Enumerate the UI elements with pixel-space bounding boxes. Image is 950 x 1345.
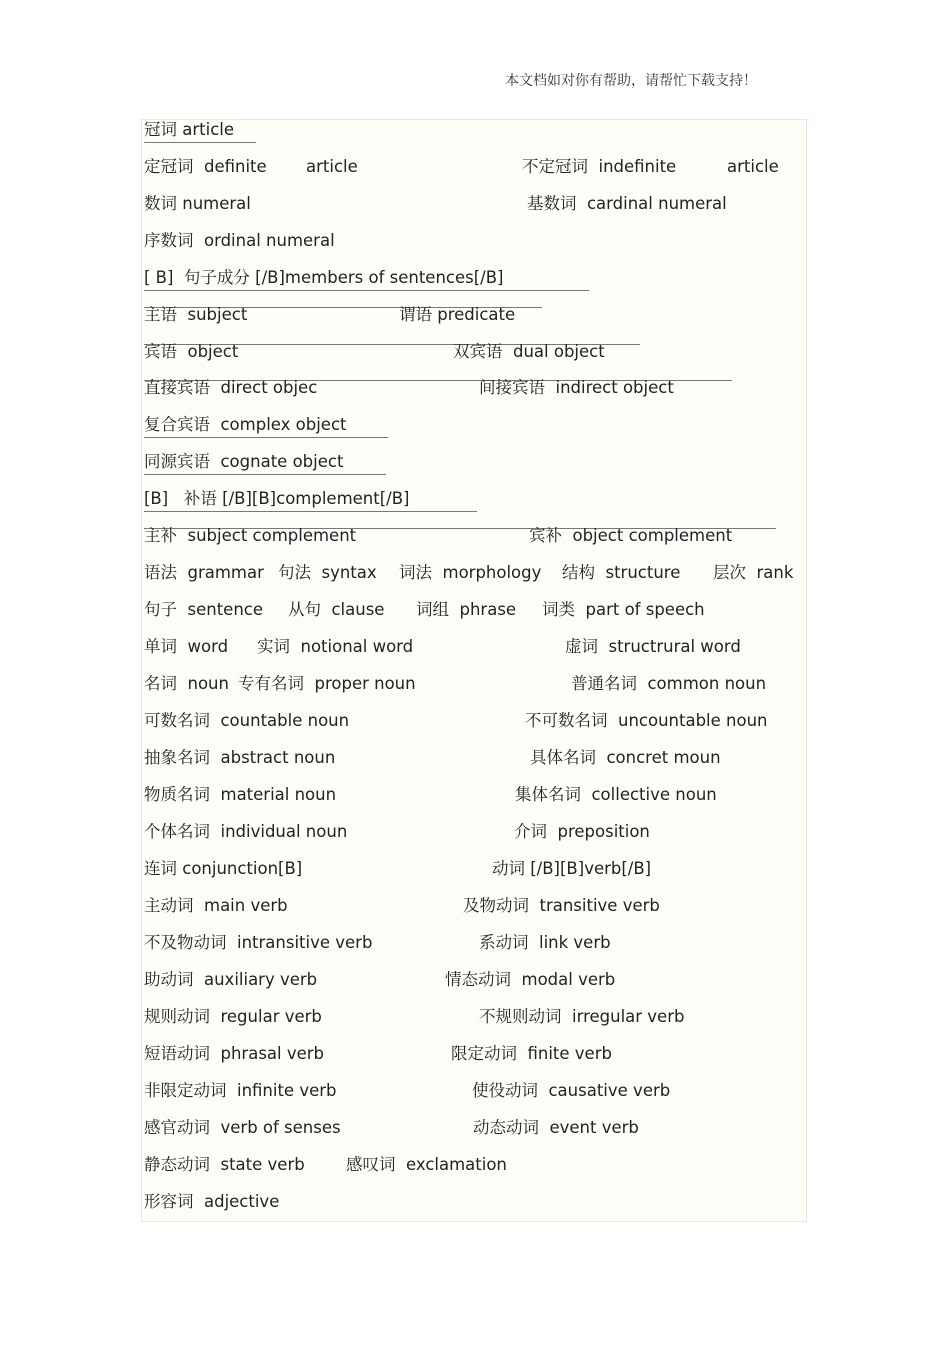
term-countable-noun: 可数名词 countable noun	[144, 711, 350, 730]
term-conjunction: 连词 conjunction[B]	[144, 859, 303, 878]
term-irregular-verb: 不规则动词 irregular verb	[479, 1007, 685, 1026]
term-predicate: 谓语 predicate	[399, 305, 516, 324]
term-clause: 从句 clause	[288, 600, 385, 619]
term-ordinal-numeral: 序数词 ordinal numeral	[144, 231, 335, 250]
term-noun: 名词 noun	[144, 674, 229, 693]
term-infinite-verb: 非限定动词 infinite verb	[144, 1081, 337, 1100]
term-state-verb: 静态动词 state verb	[144, 1155, 305, 1174]
term-intransitive-verb: 不及物动词 intransitive verb	[144, 933, 373, 952]
section-sentence-members: [ B] 句子成分 [/B]members of sentences[/B]	[144, 268, 589, 291]
term-auxiliary-verb: 助动词 auxiliary verb	[144, 970, 318, 989]
term-word: 单词 word	[144, 637, 229, 656]
term-structural-word: 虚词 structrural word	[565, 637, 741, 656]
term-uncountable-noun: 不可数名词 uncountable noun	[525, 711, 768, 730]
term-exclamation: 感叹词 exclamation	[346, 1155, 507, 1174]
term-cognate-object: 同源宾语 cognate object	[144, 452, 386, 475]
term-finite-verb: 限定动词 finite verb	[451, 1044, 612, 1063]
term-indefinite: 不定冠词 indefinite	[522, 157, 677, 176]
term-phrasal-verb: 短语动词 phrasal verb	[144, 1044, 325, 1063]
term-material-noun: 物质名词 material noun	[144, 785, 337, 804]
term-notional-word: 实词 notional word	[257, 637, 414, 656]
term-main-verb: 主动词 main verb	[144, 896, 288, 915]
term-collective-noun: 集体名词 collective noun	[515, 785, 717, 804]
term-concrete-noun: 具体名词 concret moun	[530, 748, 721, 767]
term-abstract-noun: 抽象名词 abstract noun	[144, 748, 336, 767]
term-structure: 结构 structure	[562, 563, 681, 582]
term-regular-verb: 规则动词 regular verb	[144, 1007, 322, 1026]
glossary-panel	[141, 119, 807, 1222]
term-morphology: 词法 morphology	[399, 563, 542, 582]
term-transitive-verb: 及物动词 transitive verb	[463, 896, 660, 915]
term-proper-noun: 专有名词 proper noun	[238, 674, 416, 693]
term-subject: 主语 subject	[144, 305, 248, 324]
term-article: 冠词 article	[144, 120, 256, 143]
term-event-verb: 动态动词 event verb	[473, 1118, 639, 1137]
term-phrase: 词组 phrase	[416, 600, 517, 619]
term-object-complement: 宾补 object complement	[529, 526, 733, 545]
term-object: 宾语 object	[144, 342, 239, 361]
term-numeral: 数词 numeral	[144, 194, 251, 213]
term-link-verb: 系动词 link verb	[479, 933, 611, 952]
term-subject-complement: 主补 subject complement	[144, 526, 357, 545]
term-complex-object: 复合宾语 complex object	[144, 415, 388, 438]
term-part-of-speech: 词类 part of speech	[542, 600, 705, 619]
term-indefinite-article: article	[727, 157, 779, 176]
term-modal-verb: 情态动词 modal verb	[445, 970, 616, 989]
term-indirect-object: 间接宾语 indirect object	[479, 378, 674, 397]
term-causative-verb: 使役动词 causative verb	[472, 1081, 671, 1100]
term-sentence: 句子 sentence	[144, 600, 263, 619]
term-preposition: 介词 preposition	[514, 822, 650, 841]
term-rank: 层次 rank	[713, 563, 794, 582]
term-individual-noun: 个体名词 individual noun	[144, 822, 348, 841]
term-adjective: 形容词 adjective	[144, 1192, 280, 1211]
term-grammar: 语法 grammar	[144, 563, 264, 582]
term-common-noun: 普通名词 common noun	[571, 674, 767, 693]
section-complement: [B] 补语 [/B][B]complement[/B]	[144, 489, 477, 512]
term-verb-of-senses: 感官动词 verb of senses	[144, 1118, 341, 1137]
term-definite-article: article	[306, 157, 358, 176]
term-verb: 动词 [/B][B]verb[/B]	[492, 859, 652, 878]
page-header: 本文档如对你有帮助，请帮忙下载支持！	[505, 73, 757, 89]
term-syntax: 句法 syntax	[278, 563, 377, 582]
term-definite: 定冠词 definite	[144, 157, 267, 176]
term-direct-object: 直接宾语 direct objec	[144, 378, 318, 397]
term-cardinal-numeral: 基数词 cardinal numeral	[527, 194, 727, 213]
term-dual-object: 双宾语 dual object	[453, 342, 605, 361]
